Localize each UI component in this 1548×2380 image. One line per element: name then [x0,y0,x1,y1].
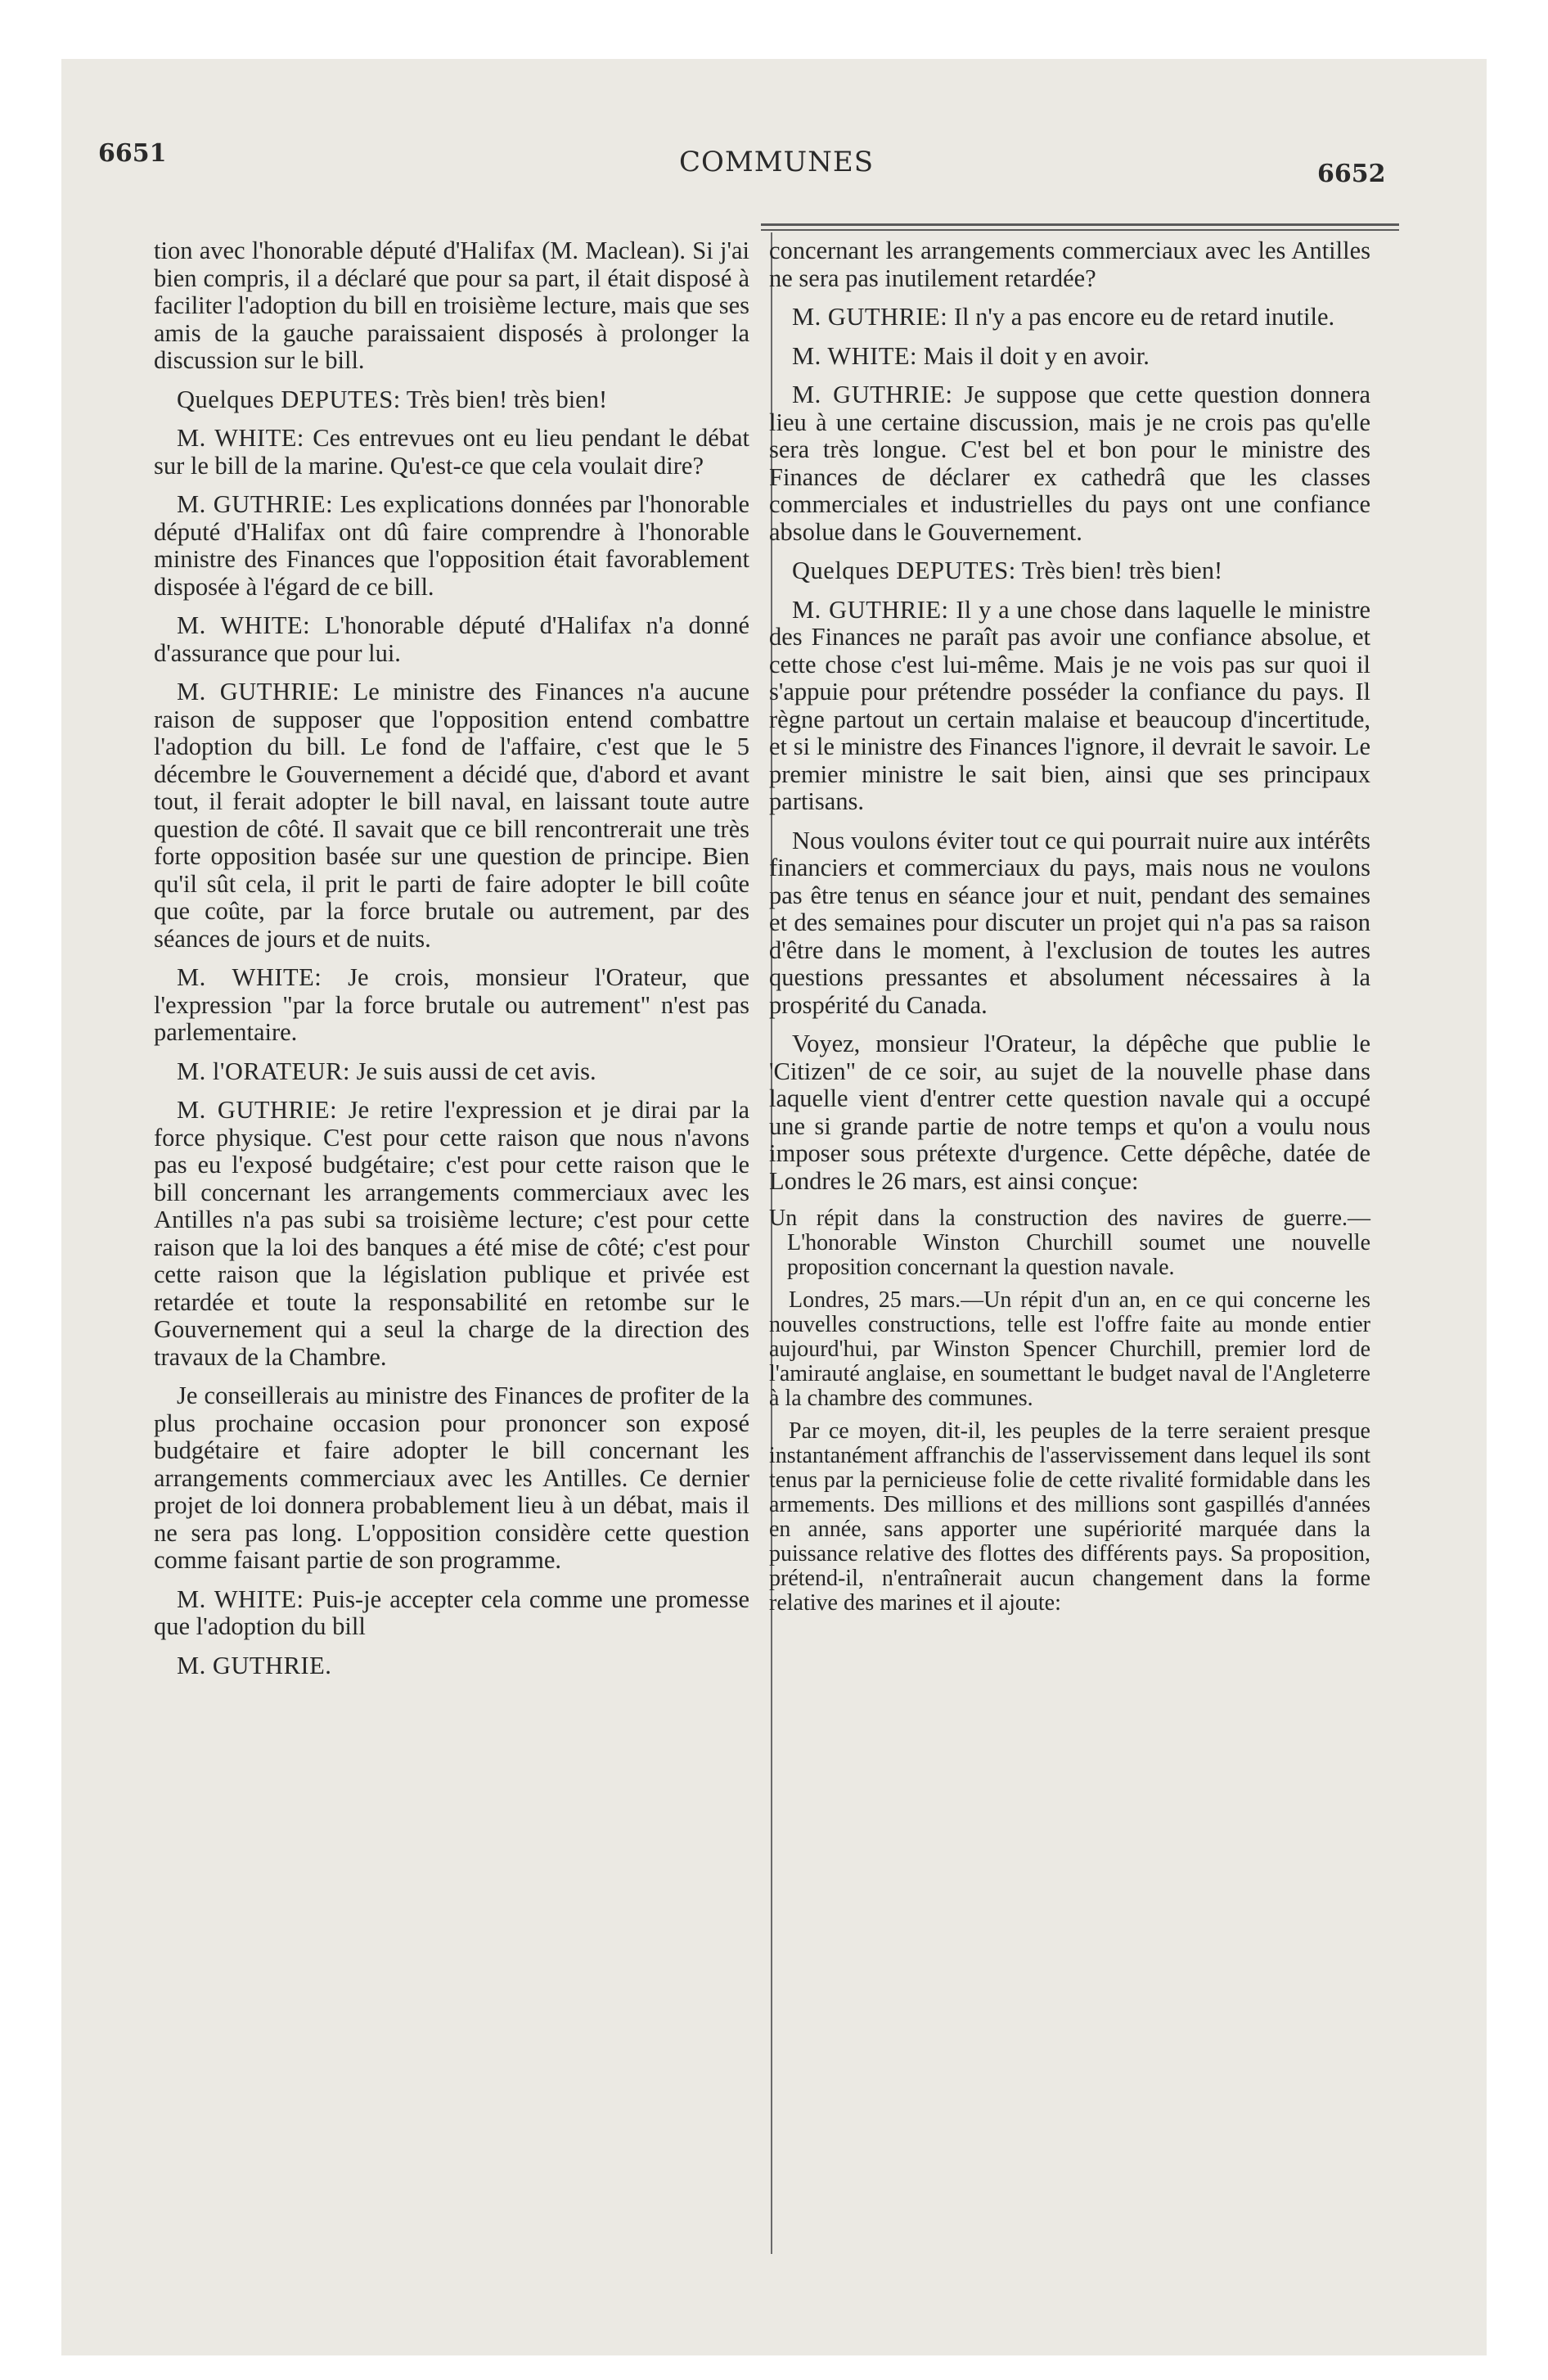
paragraph [769,237,1370,292]
paragraph [154,491,749,601]
quoted-dispatch: Par ce moyen, dit-il, les peuples de la terre seraient presque instantanément affranchis de l'asservissement dans lequel ils sont tenus par la pernicieuse folie de cette rivalité formidable dans les armements. Des millions et des millions sont gaspillés d'années en année, sans apporter une supériorité marquée dans la puissance relative des flottes des différents pays. Sa proposition, prétend-il, n'entraînerait aucun changement dans la forme relative des marines et il ajoute: [769,1418,1370,1616]
paragraph [154,425,749,480]
speaker-name: M. GUTHRIE: [792,381,953,408]
speaker-name: M. WHITE: [177,1584,304,1613]
paragraph-text: Très bien! très bien! [1021,557,1223,584]
paragraph [769,304,1370,331]
speaker-name: M. GUTHRIE. [177,1651,332,1679]
paragraph-text: Ces entrevues ont eu lieu pendant le débat sur le bill de la marine. Qu'est-ce que cela voulait dire? [154,424,750,480]
paragraph [154,1586,749,1641]
speaker-name: M. l'ORATEUR: [177,1057,350,1085]
quoted-dispatch: Londres, 25 mars.—Un répit d'un an, en ce qui concerne les nouvelles constructions, telle est l'offre faite au monde entier aujourd'hui, par Winston Spencer Churchill, premier lord de l'amirauté anglaise, en soumettant le budget naval de l'Angleterre à la chambre des communes. [769,1287,1370,1411]
left-column [154,237,749,1691]
paragraph [154,612,749,667]
speaker-name: Quelques DEPUTES: [177,385,401,413]
paragraph-text: Il y a une chose dans laquelle le ministre des Finances ne paraît pas avoir une confiance absolue, et cette chose c'est lui-même. Mais je ne vois pas sur quoi il s'appuie pour prétendre posséder la confiance du pays. Il règne partout un certain malaise et beaucoup d'incertitude, et si le ministre des Finances l'ignore, il devrait le savoir. Le premier ministre le sait bien, ainsi que ses principaux partisans. [769,595,1371,815]
paragraph-text: Mais il doit y en avoir. [923,341,1150,370]
paragraph-text: Nous voulons éviter tout ce qui pourrait nuire aux intérêts financiers et commerciaux du pays, mais nous ne voulons pas être tenus en séance jour et nuit, pendant des semaines et des semaines pour discuter un projet qui n'a pas sa raison d'être dans le moment, à l'exclusion de toutes les autres questions pressantes et absolument nécessaires à la prospérité du Canada. [769,826,1370,1019]
running-title: COMMUNES [679,146,875,178]
page-number-left: 6651 [98,139,167,168]
quoted-dispatch: Un répit dans la construction des navires de guerre.—L'honorable Winston Churchill soumet une nouvelle proposition concernant la question navale. [769,1206,1370,1280]
speaker-name: M. WHITE: [177,611,311,639]
paragraph [154,386,749,414]
speaker-name: Quelques DEPUTES: [792,557,1016,584]
paragraph [154,964,749,1047]
paragraph [154,1097,749,1371]
paragraph [154,1058,749,1086]
paragraph [154,237,749,375]
page-number-right: 6652 [1317,160,1386,188]
paragraph-text: L'honorable député d'Halifax n'a donné d'assurance que pour lui. [154,611,750,667]
paragraph-text: Je retire l'expression et je dirai par la force physique. C'est pour cette raison que nous n'avons pas eu l'exposé budgétaire; c'est pour cette raison que le bill concernant les arrangements commerciaux avec les Antilles n'a pas subi sa troisième lecture; c'est pour cette raison que la loi des banques a été mise de côté; c'est pour cette raison que la législation publique et privée est retardée et toute la responsabilité en retombe sur le Gouvernement qui a seul la charge de la direction des travaux de la Chambre. [154,1096,750,1371]
paragraph [769,597,1370,816]
speaker-name: M. GUTHRIE: [792,303,948,331]
speaker-name: M. GUTHRIE: [177,678,340,705]
paragraph [769,827,1370,1020]
paragraph-text: Les explications données par l'honorable député d'Halifax ont dû faire comprendre à l'honorable ministre des Finances que l'opposition était favorablement disposée à l'égard de ce bill. [154,490,750,601]
paragraph-text: Très bien! très bien! [406,385,608,413]
paragraph-text: Je crois, monsieur l'Orateur, que l'expression "par la force brutale ou autrement" n'est pas parlementaire. [154,963,750,1046]
header-rule-thin [761,229,1399,231]
header-rule [761,223,1399,226]
paragraph [769,343,1370,371]
paragraph [154,678,749,953]
paragraph [154,1382,749,1575]
speaker-name: M. GUTHRIE: [792,595,949,624]
paragraph [154,1652,749,1680]
speaker-name: M. GUTHRIE: [177,490,334,518]
paragraph-text: concernant les arrangements commerciaux avec les Antilles ne sera pas inutilement retardée? [769,237,1370,292]
speaker-name: M. WHITE: [177,424,304,452]
speaker-name: M. WHITE: [792,341,918,370]
paragraph-text: Le ministre des Finances n'a aucune raison de supposer que l'opposition entend combattre l'adoption du bill. Le fond de l'affaire, c'est que le 5 décembre le Gouvernement a décidé que, d'abord et avant tout, il ferait adopter le bill naval, en laissant toute autre question de côté. Il savait que ce bill rencontrerait une très forte opposition basée sur une question de principe. Bien qu'il sût cela, il prit le parti de faire adopter le bill coûte que coûte, par la force brutale ou autrement, par des séances de jours et de nuits. [154,678,749,953]
paragraph-text: Puis-je accepter cela comme une promesse que l'adoption du bill [154,1584,749,1640]
right-column [769,237,1370,1624]
paragraph-text: Voyez, monsieur l'Orateur, la dépêche que publie le 'Citizen" de ce soir, au sujet de la nouvelle phase dans laquelle vient d'entrer cette question navale qui a occupé une si grande partie de notre temps et qu'on a voulu nous imposer sous prétexte d'urgence. Cette dépêche, datée de Londres le 26 mars, est ainsi conçue: [769,1030,1370,1195]
speaker-name: M. WHITE: [177,963,322,991]
paragraph [769,557,1370,585]
speaker-name: M. GUTHRIE: [177,1096,338,1124]
paragraph [769,381,1370,546]
paragraph-text: tion avec l'honorable député d'Halifax (M. Maclean). Si j'ai bien compris, il a déclaré que pour sa part, il était disposé à faciliter l'adoption du bill en troisième lecture, mais que ses amis de la gauche paraissaient disposés à prolonger la discussion sur le bill. [154,237,749,374]
paragraph-text: Il n'y a pas encore eu de retard inutile. [953,303,1335,331]
paragraph-text: Je suppose que cette question donnera lieu à une certaine discussion, mais je ne crois pas qu'elle sera très longue. C'est bel et bon pour le ministre des Finances de déclarer ex cathedrâ que les classes commerciales et industrielles du pays ont une confiance absolue dans le Gouvernement. [769,381,1370,546]
paragraph-text: Je conseillerais au ministre des Finances de profiter de la plus prochaine occasion pour prononcer son exposé budgétaire et faire adopter le bill concernant les arrangements commerciaux avec les Antilles. Ce dernier projet de loi donnera probablement lieu à un débat, mais il ne sera pas long. L'opposition considère cette question comme faisant partie de son programme. [154,1382,749,1574]
paragraph-text: Je suis aussi de cet avis. [356,1057,596,1085]
paragraph [769,1030,1370,1195]
